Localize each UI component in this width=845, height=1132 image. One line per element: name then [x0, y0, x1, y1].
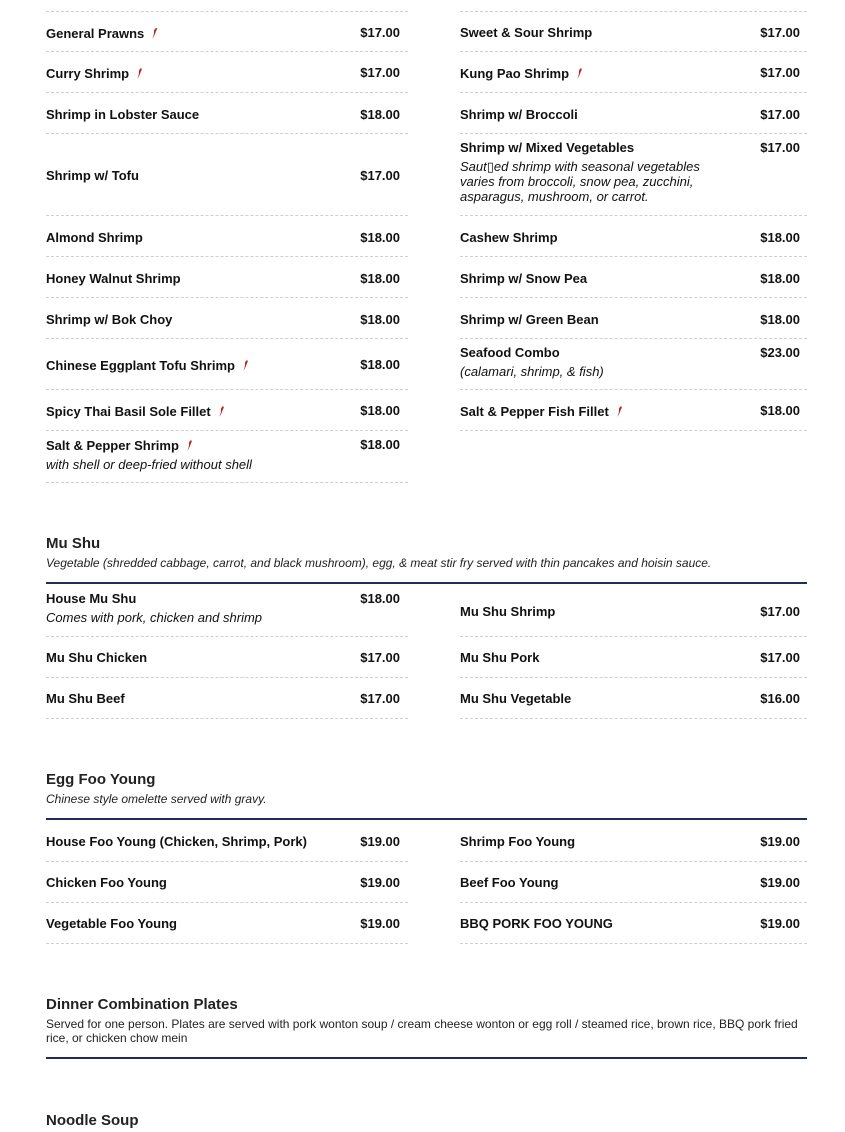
- menu-item[interactable]: [46, 298, 408, 339]
- chili-pepper-icon: [576, 68, 584, 79]
- item-name: Mu Shu Chicken: [46, 650, 148, 665]
- menu-item[interactable]: [46, 637, 408, 678]
- section-description-egg-foo-young: Chinese style omelette served with gravy.: [46, 792, 267, 806]
- menu-item[interactable]: [460, 339, 807, 390]
- item-name: Shrimp w/ Tofu: [46, 168, 139, 183]
- item-price: $17.00: [760, 65, 800, 80]
- item-description: Comes with pork, chicken and shrimp: [46, 610, 263, 625]
- item-name: Cashew Shrimp: [460, 230, 558, 245]
- item-name: Chicken Foo Young: [46, 875, 167, 890]
- item-price: $16.00: [760, 691, 800, 706]
- section-divider: [46, 582, 807, 584]
- section-divider: [46, 1057, 807, 1059]
- chili-pepper-icon: [242, 360, 250, 371]
- item-name: Seafood Combo: [460, 345, 560, 360]
- menu-item[interactable]: [46, 93, 408, 134]
- item-price: $19.00: [760, 834, 800, 849]
- item-price: $18.00: [360, 403, 400, 418]
- menu-item[interactable]: [460, 637, 807, 678]
- item-name: Curry Shrimp: [46, 66, 130, 81]
- item-price: $18.00: [760, 230, 800, 245]
- menu-item[interactable]: [46, 257, 408, 298]
- item-price: $17.00: [760, 107, 800, 122]
- section-title-dinner-combination: Dinner Combination Plates: [46, 996, 238, 1013]
- item-name: Spicy Thai Basil Sole Fillet: [46, 404, 211, 419]
- item-name: Shrimp w/ Bok Choy: [46, 312, 173, 327]
- item-description: Saut▯ed shrimp with seasonal vegetables varies from broccoli, snow pea, zucchini, asparagus, mushroom, or carrot.: [460, 159, 700, 204]
- menu-item[interactable]: [46, 903, 408, 944]
- item-price: $18.00: [360, 437, 400, 452]
- item-price: $18.00: [760, 403, 800, 418]
- item-price: $19.00: [760, 875, 800, 890]
- item-price: $19.00: [360, 875, 400, 890]
- item-price: $17.00: [360, 691, 400, 706]
- item-name: Vegetable Foo Young: [46, 916, 177, 931]
- menu-item[interactable]: [460, 678, 807, 719]
- item-price: $18.00: [360, 312, 400, 327]
- item-price: $18.00: [760, 271, 800, 286]
- menu-item[interactable]: [46, 821, 408, 862]
- section-divider: [46, 818, 807, 820]
- chili-pepper-icon: [151, 28, 159, 39]
- menu-item[interactable]: [460, 821, 807, 862]
- item-name: Mu Shu Vegetable: [460, 691, 572, 706]
- item-price: $18.00: [360, 107, 400, 122]
- item-name: Salt & Pepper Fish Fillet: [460, 404, 609, 419]
- item-name: General Prawns: [46, 26, 145, 41]
- item-name: Shrimp in Lobster Sauce: [46, 107, 200, 122]
- item-price: $19.00: [760, 916, 800, 931]
- item-name: House Foo Young (Chicken, Shrimp, Pork): [46, 834, 307, 849]
- chili-pepper-icon: [186, 440, 194, 451]
- item-price: $18.00: [360, 357, 400, 372]
- item-price: $23.00: [760, 345, 800, 360]
- section-title-noodle-soup: Noodle Soup: [46, 1112, 139, 1129]
- item-name: Shrimp w/ Broccoli: [460, 107, 578, 122]
- section-description-dinner-combination: Served for one person. Plates are served with pork wonton soup / cream cheese wonton or egg roll / steamed rice, brown rice, BBQ pork fried rice, or chicken chow mein: [46, 1017, 798, 1045]
- section-title-mu-shu: Mu Shu: [46, 535, 101, 552]
- menu-item[interactable]: [460, 52, 807, 93]
- item-price: $19.00: [360, 916, 400, 931]
- menu-item[interactable]: [460, 390, 807, 431]
- item-price: $18.00: [360, 230, 400, 245]
- menu-item[interactable]: [460, 93, 807, 134]
- item-name: Honey Walnut Shrimp: [46, 271, 181, 286]
- item-price: $18.00: [760, 312, 800, 327]
- item-price: $18.00: [360, 591, 400, 606]
- menu-item[interactable]: [460, 903, 807, 944]
- section-title-egg-foo-young: Egg Foo Young: [46, 771, 156, 788]
- item-price: $18.00: [360, 271, 400, 286]
- chili-pepper-icon: [136, 68, 144, 79]
- item-name: Salt & Pepper Shrimp: [46, 438, 179, 453]
- item-name: Mu Shu Beef: [46, 691, 125, 706]
- menu-item[interactable]: [46, 216, 408, 257]
- item-price: $19.00: [360, 834, 400, 849]
- menu-item[interactable]: [46, 390, 408, 431]
- menu-item[interactable]: [46, 134, 408, 216]
- menu-item[interactable]: [46, 339, 408, 390]
- item-price: $17.00: [360, 168, 400, 183]
- chili-pepper-icon: [218, 406, 226, 417]
- item-price: $17.00: [360, 65, 400, 80]
- menu-item[interactable]: [46, 678, 408, 719]
- item-name: Chinese Eggplant Tofu Shrimp: [46, 358, 235, 373]
- menu-item[interactable]: [460, 257, 807, 298]
- menu-item[interactable]: [460, 134, 807, 216]
- menu-item[interactable]: [460, 586, 807, 637]
- item-name: Mu Shu Pork: [460, 650, 540, 665]
- menu-item[interactable]: [460, 11, 807, 52]
- item-name: Shrimp Foo Young: [460, 834, 576, 849]
- item-price: $17.00: [760, 140, 800, 155]
- item-name: Mu Shu Shrimp: [460, 604, 556, 619]
- menu-item[interactable]: [46, 431, 408, 483]
- item-name: House Mu Shu: [46, 591, 137, 606]
- item-description: (calamari, shrimp, & fish): [460, 364, 604, 379]
- menu-item[interactable]: [460, 862, 807, 903]
- item-price: $17.00: [760, 25, 800, 40]
- menu-item[interactable]: [460, 216, 807, 257]
- menu-item[interactable]: [46, 11, 408, 52]
- item-price: $17.00: [760, 650, 800, 665]
- item-name: Almond Shrimp: [46, 230, 143, 245]
- item-name: Shrimp w/ Mixed Vegetables: [460, 140, 635, 155]
- item-price: $17.00: [360, 25, 400, 40]
- menu-item[interactable]: [46, 862, 408, 903]
- item-price: $17.00: [360, 650, 400, 665]
- item-name: Beef Foo Young: [460, 875, 559, 890]
- item-name: BBQ PORK FOO YOUNG: [460, 916, 613, 931]
- item-description: with shell or deep-fried without shell: [46, 457, 252, 472]
- item-price: $17.00: [760, 604, 800, 619]
- item-name: Kung Pao Shrimp: [460, 66, 570, 81]
- item-name: Sweet & Sour Shrimp: [460, 25, 593, 40]
- menu-item[interactable]: [46, 52, 408, 93]
- item-name: Shrimp w/ Snow Pea: [460, 271, 588, 286]
- menu-item[interactable]: [460, 298, 807, 339]
- item-name: Shrimp w/ Green Bean: [460, 312, 599, 327]
- menu-item[interactable]: [46, 586, 408, 637]
- chili-pepper-icon: [616, 406, 624, 417]
- section-description-mu-shu: Vegetable (shredded cabbage, carrot, and black mushroom), egg, & meat stir fry served with thin pancakes and hoisin sauce.: [46, 556, 712, 570]
